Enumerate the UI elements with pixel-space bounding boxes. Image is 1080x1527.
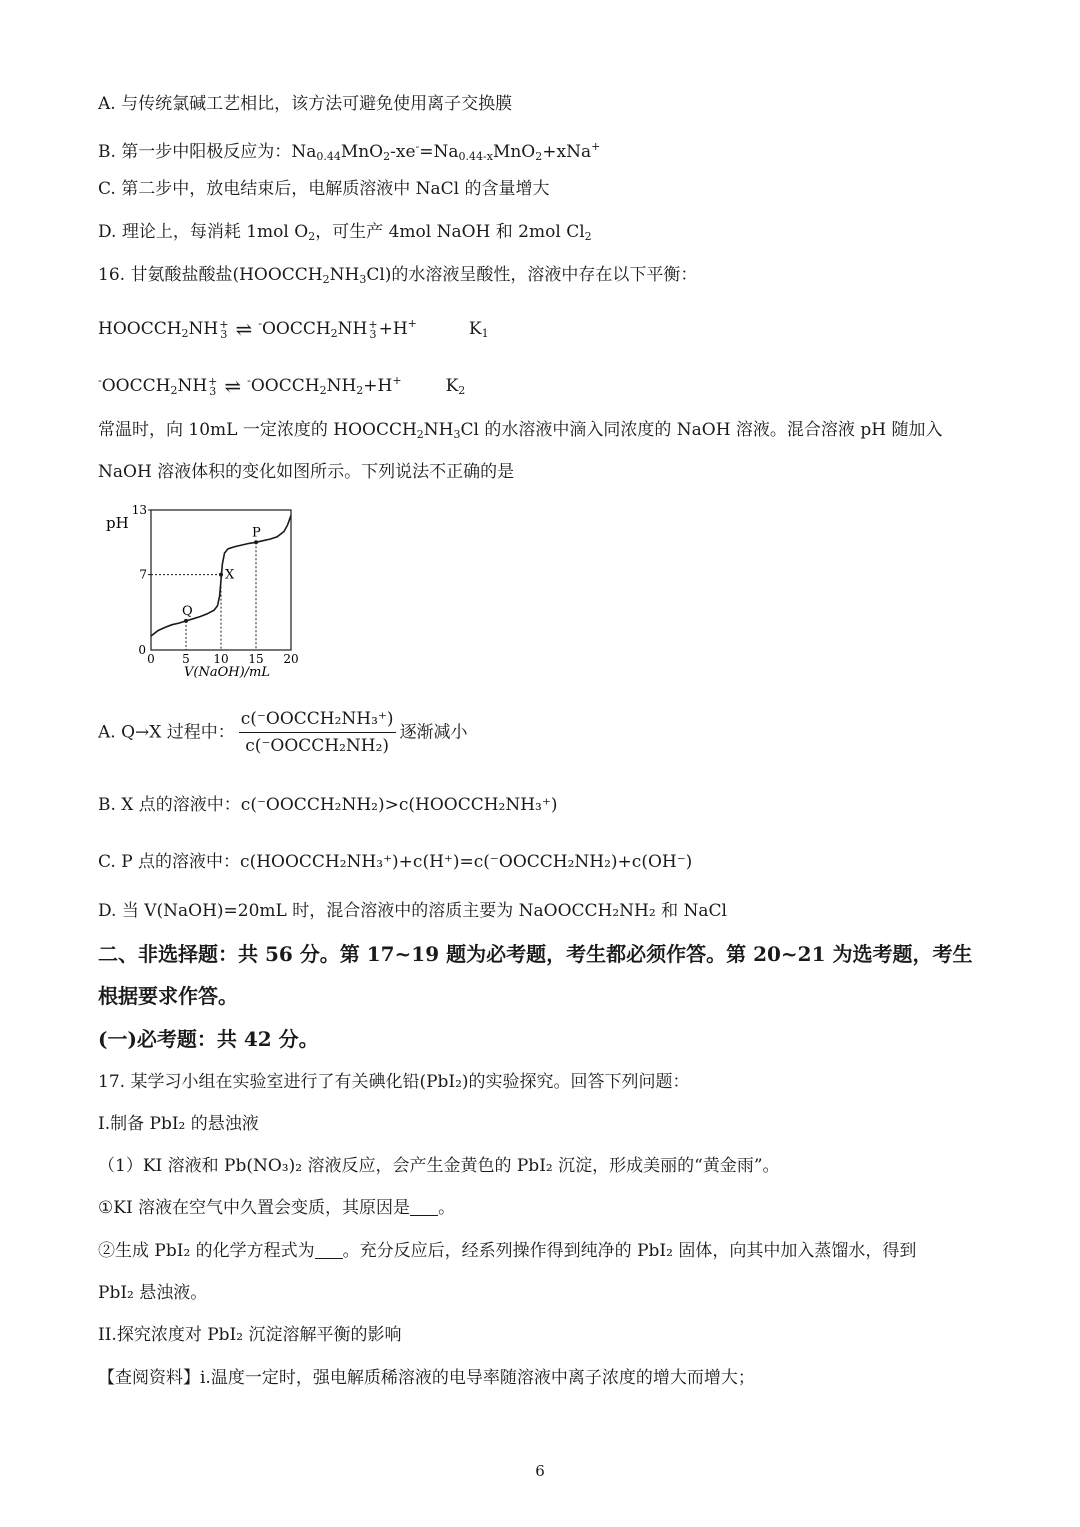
part-1-q1-b-cont: PbI₂ 悬浊液。 xyxy=(98,1283,208,1303)
question-17: 17. 某学习小组在实验室进行了有关碘化铅(PbI₂)的实验探究。回答下列问题： xyxy=(98,1072,690,1092)
equilibrium-arrow-icon: ⇌ xyxy=(235,317,253,341)
x-tick-label: 15 xyxy=(248,652,264,666)
option-d: D. 理论上，每消耗 1mol $O_2$，可生产 4mol NaOH 和 2mol $Cl_2$ xyxy=(98,222,592,243)
page-number: 6 xyxy=(535,1462,545,1480)
point-p xyxy=(254,540,258,544)
option-a-ratio: A. Q→X 过程中： $\frac{\text{c(⁻OOCCH₂NH₃⁺)}}{\text{c(⁻OOCCH₂NH₂)}}$ 逐渐减小 xyxy=(98,709,468,756)
question-16: 16. 甘氨酸盐酸盐$(HOOCCH_2NH_3Cl)$的水溶液呈酸性，溶液中存在以下平衡： xyxy=(98,265,698,286)
y-axis-label: pH xyxy=(106,514,129,532)
part-1-q1-b: ②生成 PbI₂ 的化学方程式为 。充分反应后，经系列操作得到纯净的 PbI₂ 固体，向其中加入蒸馏水，得到 xyxy=(98,1241,917,1261)
reference-note: 【查阅资料】i.温度一定时，强电解质稀溶液的电导率随溶液中离子浓度的增大而增大； xyxy=(98,1368,755,1388)
option-c: C. 第二步中，放电结束后，电解质溶液中 NaCl 的含量增大 xyxy=(98,179,550,199)
section-2-heading: 二、非选择题：共 56 分。第 17~19 题为必考题，考生都必须作答。第 20~21 为选考题，考生 xyxy=(98,942,973,966)
paragraph-line-2: NaOH 溶液体积的变化如图所示。下列说法不正确的是 xyxy=(98,462,515,482)
answer-blank[interactable] xyxy=(315,1242,343,1259)
option-b: B. 第一步中阳极反应为：$Na_{0.44}MnO_2-xe^-=Na_{0.44-x}MnO_2+xNa^+$ xyxy=(98,140,601,163)
option-a: A. 与传统氯碱工艺相比，该方法可避免使用离子交换膜 xyxy=(98,94,513,114)
ph-titration-chart xyxy=(96,500,316,680)
option-b-x-point: B. X 点的溶液中：c(⁻OOCCH₂NH₂)>c(HOOCCH₂NH₃⁺) xyxy=(98,795,558,815)
point-label-x: X xyxy=(225,567,235,583)
point-label-p: P xyxy=(252,525,261,541)
x-tick-label: 5 xyxy=(182,652,190,666)
equilibrium-arrow-icon: ⇌ xyxy=(224,374,242,398)
answer-blank[interactable] xyxy=(410,1199,438,1216)
y-tick-label: 13 xyxy=(131,503,147,517)
part-1-q1-a: ①KI 溶液在空气中久置会变质，其原因是 。 xyxy=(98,1198,456,1218)
equilibrium-2: $^-OOCCH_2NH$ + 3 ⇌ $^-OOCCH_2NH_2+H^+$ $K_2$ xyxy=(98,374,466,398)
part-1-q1: （1）KI 溶液和 Pb(NO₃)₂ 溶液反应，会产生金黄色的 PbI₂ 沉淀，形成美丽的“黄金雨”。 xyxy=(98,1156,780,1176)
point-q xyxy=(184,619,188,623)
part-2-heading: II.探究浓度对 PbI₂ 沉淀溶解平衡的影响 xyxy=(98,1325,402,1345)
x-tick-label: 10 xyxy=(213,652,229,666)
required-questions-heading: (一)必考题：共 42 分。 xyxy=(98,1027,319,1051)
x-tick-label: 0 xyxy=(147,652,155,666)
equilibrium-1: $HOOCCH_2NH$ + 3 ⇌ $^-OOCCH_2NH$ + 3 +H+ $K_1$ xyxy=(98,317,489,341)
point-x xyxy=(219,573,223,577)
paragraph-line-1: 常温时，向 10mL 一定浓度的 $HOOCCH_2NH_3Cl$ 的水溶液中滴入同浓度的 NaOH 溶液。混合溶液 pH 随加入 xyxy=(98,420,943,441)
x-tick-label: 20 xyxy=(283,652,299,666)
section-2-heading-cont: 根据要求作答。 xyxy=(98,984,238,1008)
origin-tick-label: 0 xyxy=(138,643,146,657)
x-axis-label: V(NaOH)/mL xyxy=(184,665,270,680)
option-d-20ml: D. 当 V(NaOH)=20mL 时，混合溶液中的溶质主要为 NaOOCCH₂NH₂ 和 NaCl xyxy=(98,901,727,921)
y-tick-label: 7 xyxy=(139,567,147,582)
part-1-heading: I.制备 PbI₂ 的悬浊液 xyxy=(98,1114,259,1134)
ratio-fraction: $\frac{\text{c(⁻OOCCH₂NH₃⁺)}}{\text{c(⁻OOCCH₂NH₂)}}$ xyxy=(240,709,394,756)
option-c-p-point: C. P 点的溶液中：c(HOOCCH₂NH₃⁺)+c(H⁺)=c(⁻OOCCH₂NH₂)+c(OH⁻) xyxy=(98,852,693,872)
point-label-q: Q xyxy=(182,603,193,619)
